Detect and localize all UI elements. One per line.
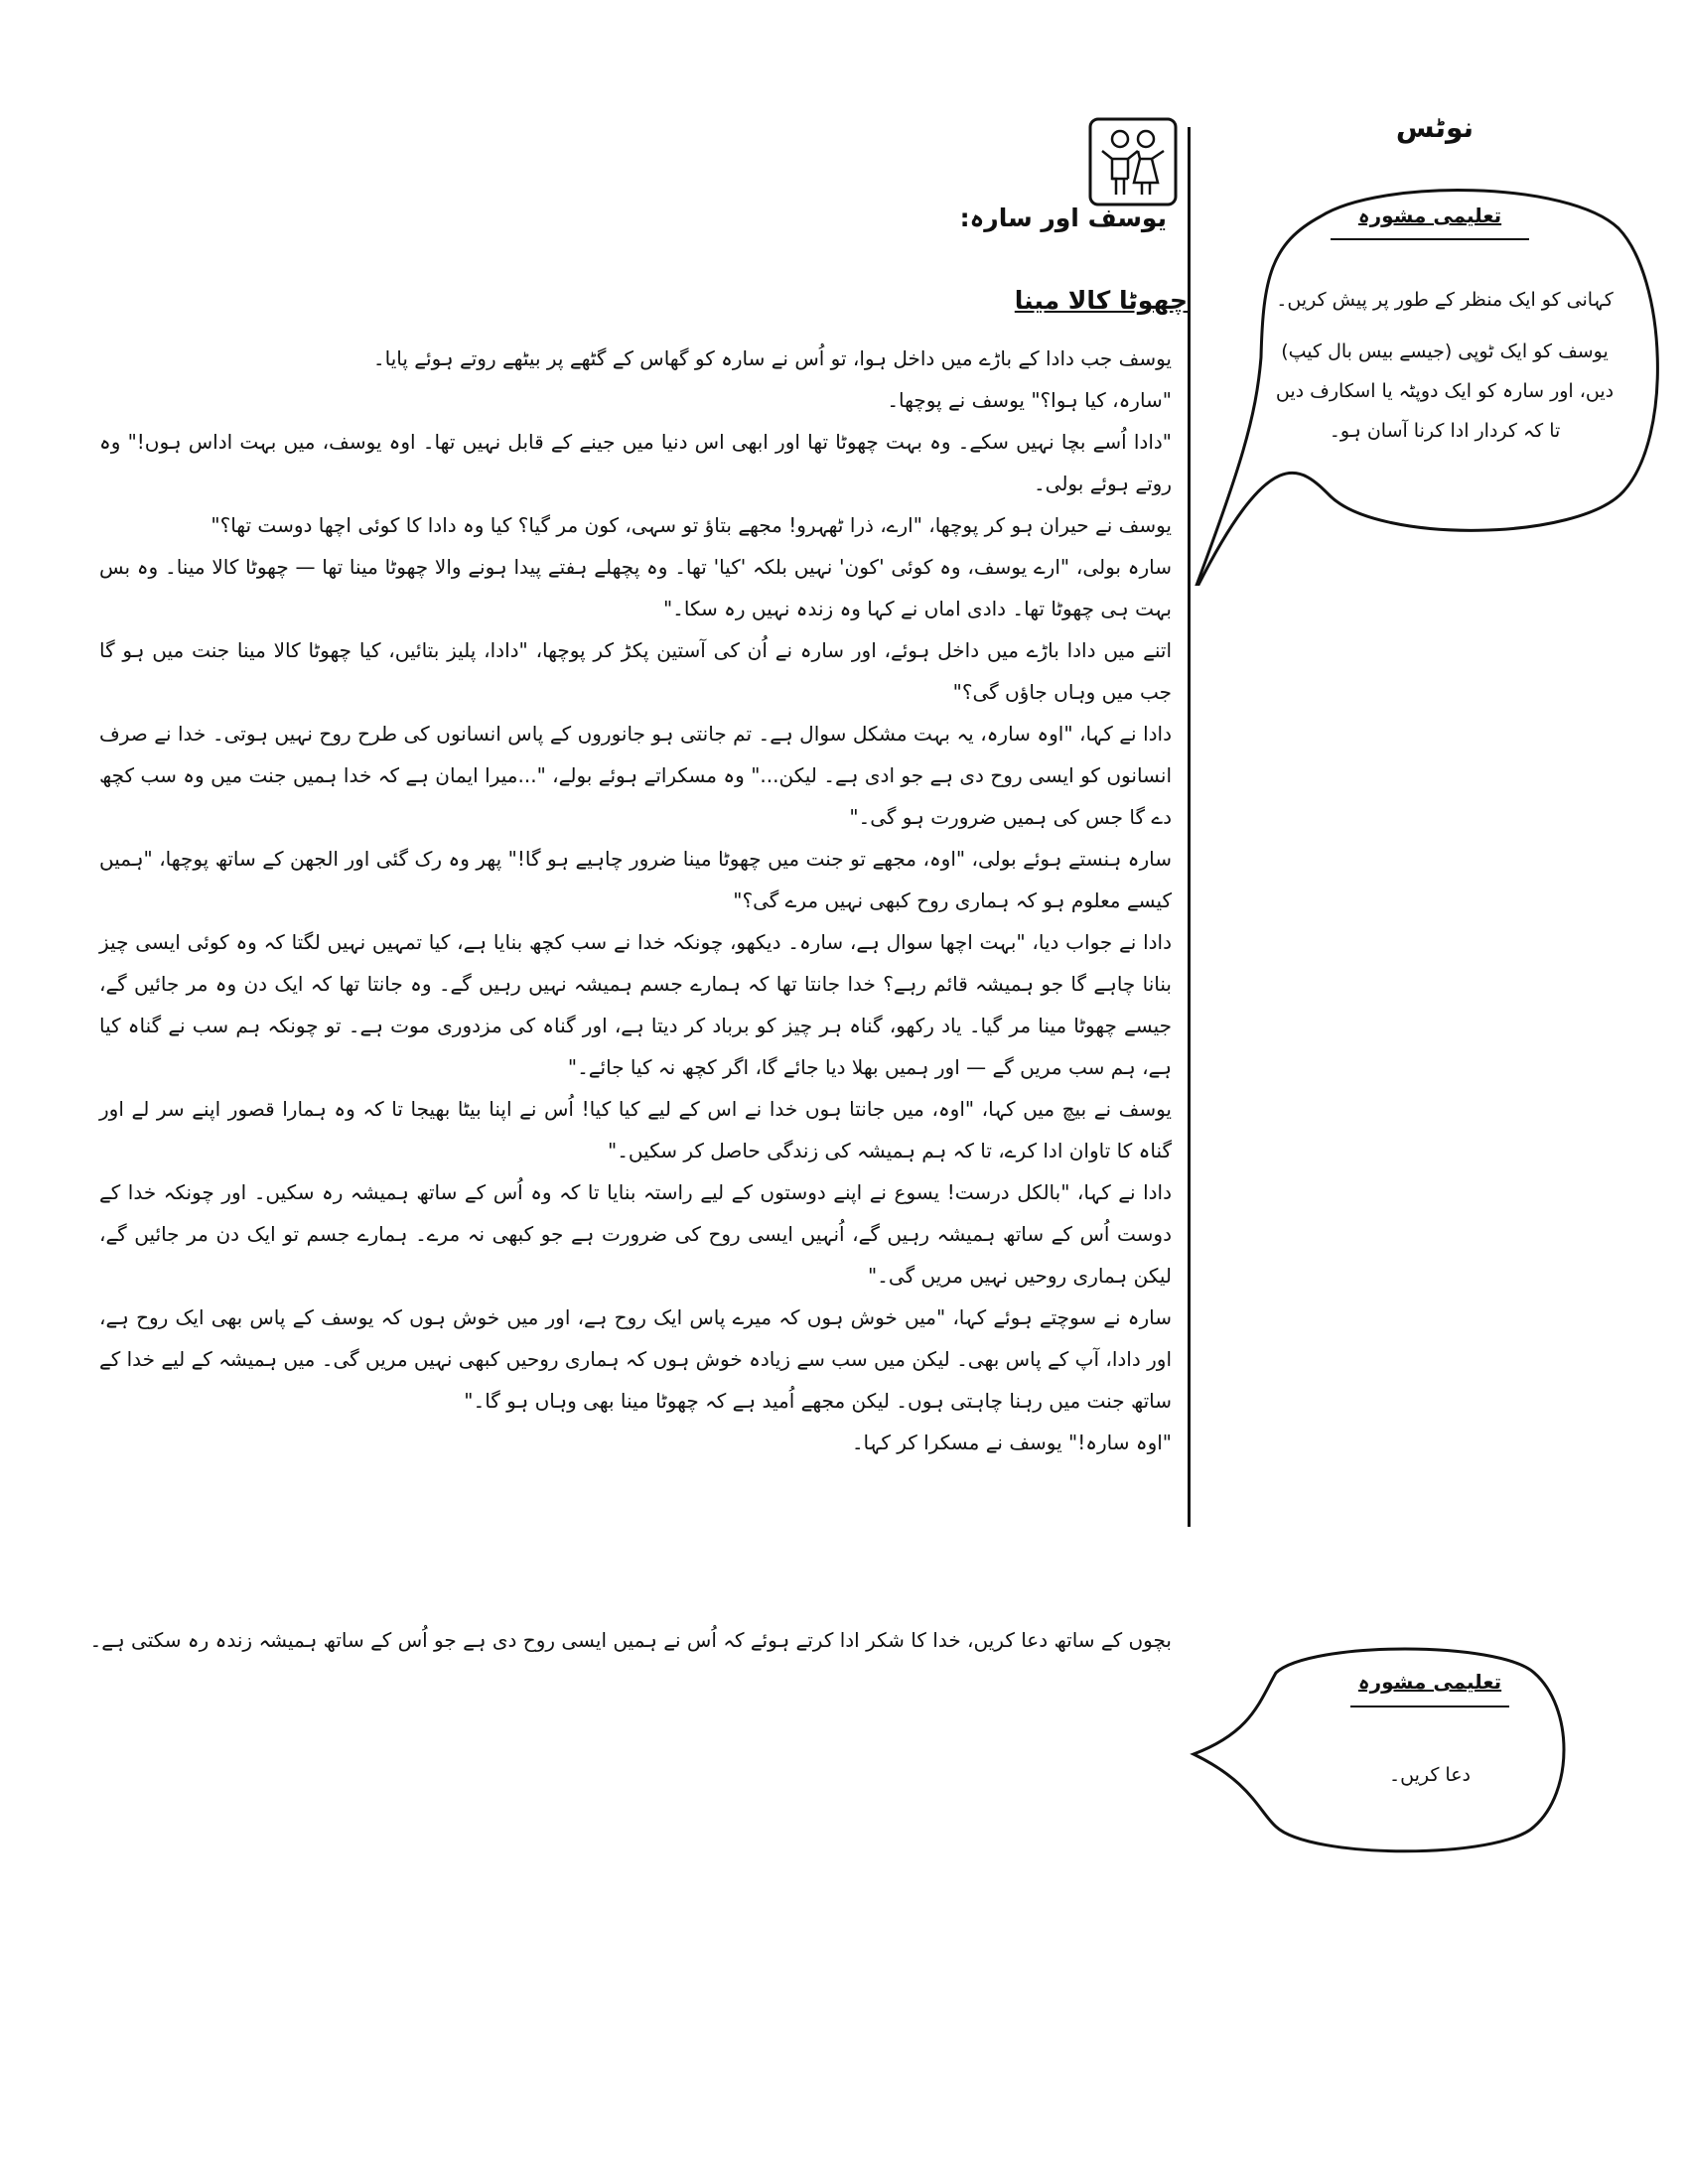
story-body [99,338,1172,1463]
story-paragraph-1: یوسف جب دادا کے باڑے میں داخل ہوا، تو اُس نے سارہ کو گھاس کے گٹھے پر بیٹھے روتے ہوئے پایا۔ [372,346,1172,370]
story-paragraph-6: اتنے میں دادا باڑے میں داخل ہوئے، اور سارہ نے اُن کی آستین پکڑ کر پوچھا، "دادا، پلیز بتائیں، کیا چھوٹا کالا مینا جنت میں ہو گا جب میں وہاں جاؤں گی؟" [99,638,1172,704]
tip-2-heading: تعلیمی مشورہ [1357,1670,1502,1694]
story-paragraph-10: یوسف نے بیچ میں کہا، "اوہ، میں جانتا ہوں خدا نے اس کے لیے کیا کیا! اُس نے اپنا بیٹا بھیجا تا کہ وہ ہمارا قصور اپنے سر لے اور گناہ کا تاوان ادا کرے، تا کہ ہم ہمیشہ کی زندگی حاصل کر سکیں۔" [99,1097,1172,1162]
story-paragraph-11: دادا نے کہا، "بالکل درست! یسوع نے اپنے دوستوں کے لیے راستہ بنایا تا کہ وہ اُس کے ساتھ ہمیشہ رہ سکیں۔ اور چونکہ خدا کے دوست اُس کے ساتھ ہمیشہ رہیں گے، اُنہیں ایسی روح کی ضرورت ہے جو کبھی نہ مرے۔ ہمارے جسم تو ایک دن مر جائیں گے، لیکن ہماری روحیں نہیں مریں گی۔" [99,1180,1172,1288]
tip-1-line-3: دیں، اور سارہ کو ایک دوپٹہ یا اسکارف دیں [1275,380,1615,402]
story-paragraph-3: "دادا اُسے بچا نہیں سکے۔ وہ بہت چھوٹا تھا اور ابھی اس دنیا میں جینے کے قابل نہیں تھا۔ اوہ یوسف، میں بہت اداس ہوں!" وہ روتے ہوئے بولی۔ [99,430,1172,495]
tip-1-line-1: کہانی کو ایک منظر کے طور پر پیش کریں۔ [1276,289,1614,311]
tip-1-text [1266,280,1623,451]
story-paragraph-13: "اوہ سارہ!" یوسف نے مسکرا کر کہا۔ [851,1431,1172,1454]
tip-1-heading-rule [1331,238,1529,240]
story-paragraph-5: سارہ بولی، "ارے یوسف، وہ کوئی 'کون' نہیں بلکہ 'کیا' تھا۔ وہ پچھلے ہفتے پیدا ہونے والا چھوٹا مینا تھا — چھوٹا کالا مینا۔ وہ بس بہت ہی چھوٹا تھا۔ دادی اماں نے کہا وہ زندہ نہیں رہ سکا۔" [99,555,1172,620]
story-paragraph-4: یوسف نے حیران ہو کر پوچھا، "ارے، ذرا ٹھہرو! مجھے بتاؤ تو سہی، کون مر گیا؟ کیا وہ دادا کا کوئی اچھا دوست تھا؟" [211,513,1172,537]
story-paragraph-7: دادا نے کہا، "اوہ سارہ، یہ بہت مشکل سوال ہے۔ تم جانتی ہو جانوروں کے پاس انسانوں کی طرح روح نہیں ہوتی۔ خدا نے صرف انسانوں کو ایسی روح دی ہے جو ادی ہے۔ لیکن..." وہ مسکراتے ہوئے بولے، "...میرا ایمان ہے کہ خدا ہمیں جنت میں وہ سب کچھ دے گا جس کی ہمیں ضرورت ہو گی۔" [99,722,1172,829]
story-subtitle: چھوٹا کالا مینا [1014,286,1188,315]
tip-2-text: دعا کریں۔ [1388,1764,1472,1786]
story-title: یوسف اور سارہ: [959,204,1167,232]
notes-heading: نوٹس [1395,111,1475,144]
children-icon [1088,117,1178,206]
story-paragraph-8: سارہ ہنستے ہوئے بولی، "اوہ، مجھے تو جنت میں چھوٹا مینا ضرور چاہیے ہو گا!" پھر وہ رک گئی اور الجھن کے ساتھ پوچھا، "ہمیں کیسے معلوم ہو کہ ہماری روح کبھی نہیں مرے گی؟" [99,847,1172,912]
tip-1-line-2: یوسف کو ایک ٹوپی (جیسے بیس بال کیپ) [1281,341,1609,362]
tip-1-line-4: تا کہ کردار ادا کرنا آسان ہو۔ [1329,420,1561,442]
column-divider [1188,127,1191,1527]
story-paragraph-12: سارہ نے سوچتے ہوئے کہا، "میں خوش ہوں کہ میرے پاس ایک روح ہے، اور میں خوش ہوں کہ یوسف کے پاس بھی ایک روح ہے، اور دادا، آپ کے پاس بھی۔ لیکن میں سب سے زیادہ خوش ہوں کہ ہماری روحیں کبھی نہیں مریں گی۔ میں ہمیشہ کے لیے خدا کے ساتھ جنت میں رہنا چاہتی ہوں۔ لیکن مجھے اُمید ہے کہ چھوٹا مینا بھی وہاں ہو گا۔" [99,1305,1172,1413]
story-paragraph-9: دادا نے جواب دیا، "بہت اچھا سوال ہے، سارہ۔ دیکھو، چونکہ خدا نے سب کچھ بنایا ہے، کیا تمہیں نہیں لگتا کہ وہ کوئی ایسی چیز بنانا چاہے گا جو ہمیشہ قائم رہے؟ خدا جانتا تھا کہ ہمارے جسم ہمیشہ نہیں رہیں گے۔ وہ جانتا تھا کہ ایک دن وہ مر جائیں گے، جیسے چھوٹا مینا مر گیا۔ یاد رکھو، گناہ ہر چیز کو برباد کر دیتا ہے، اور گناہ کی مزدوری موت ہے۔ تو چونکہ ہم سب نے گناہ کیا ہے، ہم سب مریں گے — اور ہمیں بھلا دیا جائے گا، اگر کچھ نہ کیا جائے۔" [99,930,1172,1079]
story-paragraph-2: "سارہ، کیا ہوا؟" یوسف نے پوچھا۔ [887,388,1172,412]
prayer-instruction: بچوں کے ساتھ دعا کریں، خدا کا شکر ادا کرتے ہوئے کہ اُس نے ہمیں ایسی روح دی ہے جو اُس کے ساتھ ہمیشہ زندہ رہ سکتی ہے۔ [89,1628,1172,1652]
tip-1-heading: تعلیمی مشورہ [1357,204,1502,227]
tip-2-heading-rule [1350,1706,1509,1707]
